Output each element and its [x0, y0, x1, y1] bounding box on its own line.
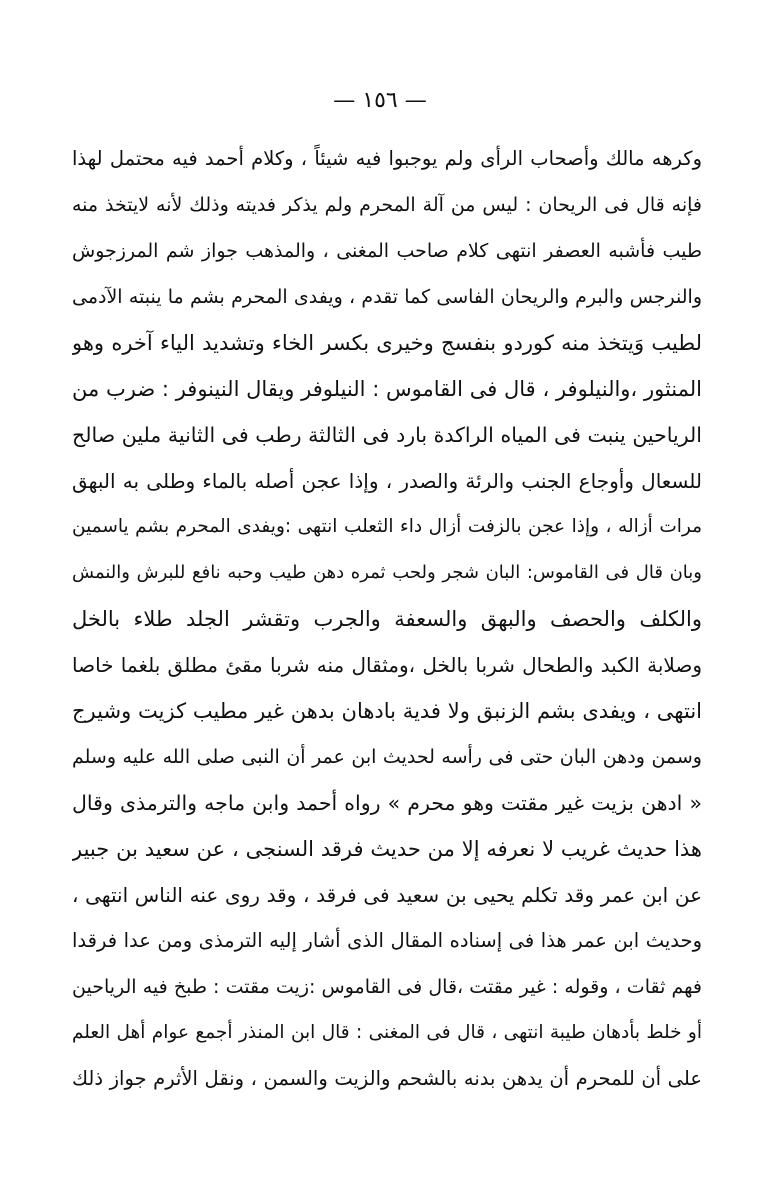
text-line: « ادهن بزيت غير مقتت وهو محرم » رواه أحمد وابن ماجه والترمذى وقال	[72, 791, 702, 815]
text-line: مرات أزاله ، وإذا عجن بالزفت أزال داء الثعلب انتهى :ويفدى المحرم بشم ياسمين	[72, 516, 702, 537]
text-line: والكلف والحصف والبهق والسعفة والجرب وتقشر الجلد طلاء بالخل	[72, 607, 702, 631]
text-line: فهم ثقات ، وقوله : غير مقتت ،قال فى القاموس :زيت مقتت : طبخ فيه الرياحين	[72, 976, 702, 998]
text-line: وكرهه مالك وأصحاب الرأى ولم يوجبوا فيه شيئاً ، وكلام أحمد فيه محتمل لهذا	[72, 147, 702, 170]
text-line: هذا حديث غريب لا نعرفه إلا من حديث فرقد السنجى ، عن سعيد بن جبير	[72, 837, 702, 861]
text-line: على أن للمحرم أن يدهن بدنه بالشحم والزيت والسمن ، ونقل الأثرم جواز ذلك	[72, 1067, 702, 1090]
body-text	[72, 136, 702, 1102]
text-line: وسمن ودهن البان حتى فى رأسه لحديث ابن عمر أن النبى صلى الله عليه وسلم	[72, 746, 702, 768]
text-line: المنثور ،والنيلوفر ، قال فى القاموس : النيلوفر ويقال النينوفر : ضرب من	[72, 377, 702, 401]
text-line: لطيب وَيتخذ منه كوردو بنفسج وخيرى بكسر الخاء وتشديد الياء آخره وهو	[72, 331, 702, 355]
text-line: طيب فأشبه العصفر انتهى كلام صاحب المغنى ، والمذهب جواز شم المرزجوش	[72, 240, 702, 262]
text-line: للسعال وأوجاع الجنب والرئة والصدر ، وإذا عجن أصله بالماء وطلى به البهق	[72, 469, 702, 493]
text-line: وبان قال فى القاموس: البان شجر ولحب ثمره دهن طيب وحبه نافع للبرش والنمش	[72, 562, 702, 583]
text-line: فإنه قال فى الريحان : ليس من آلة المحرم ولم يذكر فديته وذلك لأنه لايتخذ منه	[72, 194, 702, 216]
text-line: وحديث ابن عمر هذا فى إسناده المقال الذى أشار إليه الترمذى ومن عدا فرقدا	[72, 929, 702, 952]
text-line: أو خلط بأدهان طيبة انتهى ، قال فى المغنى : قال ابن المنذر أجمع عوام أهل العلم	[72, 1022, 702, 1043]
text-line: الرياحين ينبت فى المياه الراكدة بارد فى الثالثة رطب فى الثانية ملين صالح	[72, 423, 702, 447]
text-line: انتهى ، ويفدى بشم الزنبق ولا فدية بادهان بدهن غير مطيب كزيت وشيرج	[72, 699, 702, 723]
text-line: وصلابة الكبد والطحال شربا بالخل ،ومثقال منه شربا مقئ مطلق بلغما خاصا	[72, 653, 702, 677]
text-line: والنرجس والبرم والريحان الفاسى كما تقدم ، ويفدى المحرم بشم ما ينبته الآدمى	[72, 286, 702, 308]
page-number: — ١٥٦ —	[333, 88, 427, 113]
text-line: عن ابن عمر وقد تكلم يحيى بن سعيد فى فرقد ، وقد روى عنه الناس انتهى ،	[72, 883, 702, 907]
